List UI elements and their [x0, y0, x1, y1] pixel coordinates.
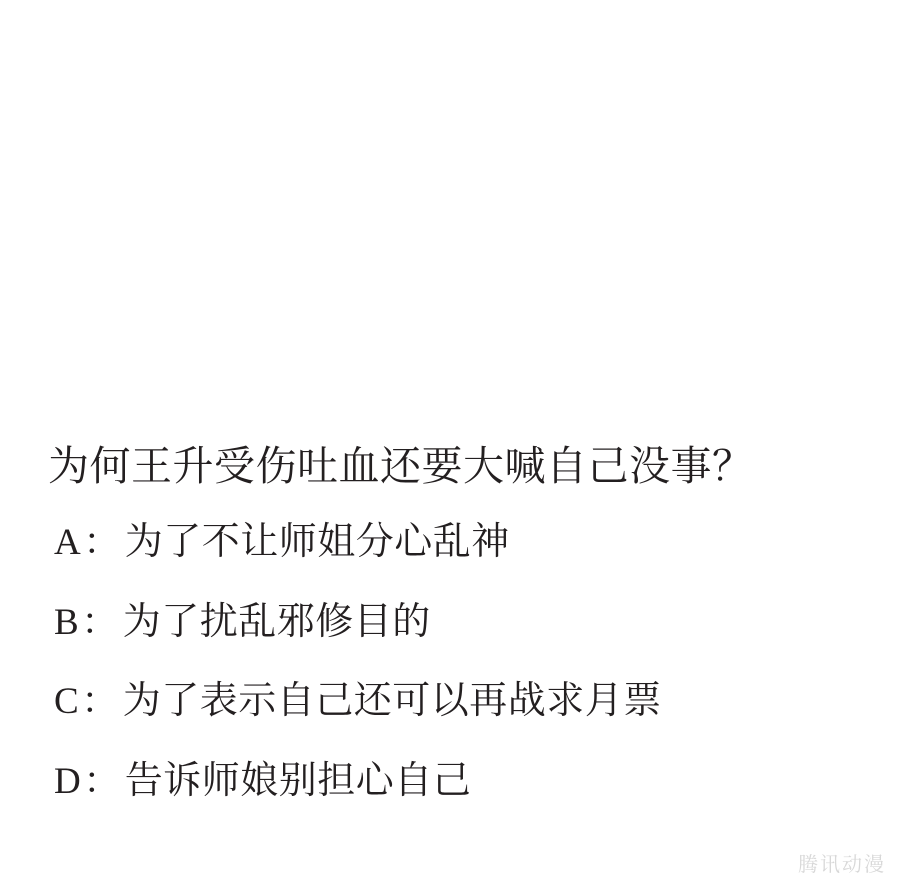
option-separator-c: ：	[81, 680, 119, 722]
quiz-option-b[interactable]	[54, 598, 852, 647]
quiz-block	[0, 440, 900, 836]
option-separator-b: ：	[81, 600, 119, 642]
option-key-a: A	[54, 522, 82, 564]
quiz-option-a[interactable]	[54, 518, 852, 567]
option-separator-a: ：	[83, 521, 121, 563]
option-separator-d: ：	[83, 759, 121, 801]
option-text-c: 为了表示自己还可以再战求月票	[122, 680, 662, 723]
option-text-b: 为了扰乱邪修目的	[122, 600, 431, 643]
watermark-label: 腾讯动漫	[798, 854, 886, 876]
option-key-c: C	[54, 681, 80, 723]
option-key-d: D	[54, 760, 82, 802]
quiz-option-c[interactable]	[54, 677, 852, 726]
quiz-option-d[interactable]	[54, 757, 852, 806]
quiz-question: 为何王升受伤吐血还要大喊自己没事？	[48, 443, 754, 489]
option-text-a: 为了不让师姐分心乱神	[124, 521, 510, 564]
option-key-b: B	[54, 601, 80, 643]
option-text-d: 告诉师娘别担心自己	[124, 759, 472, 802]
